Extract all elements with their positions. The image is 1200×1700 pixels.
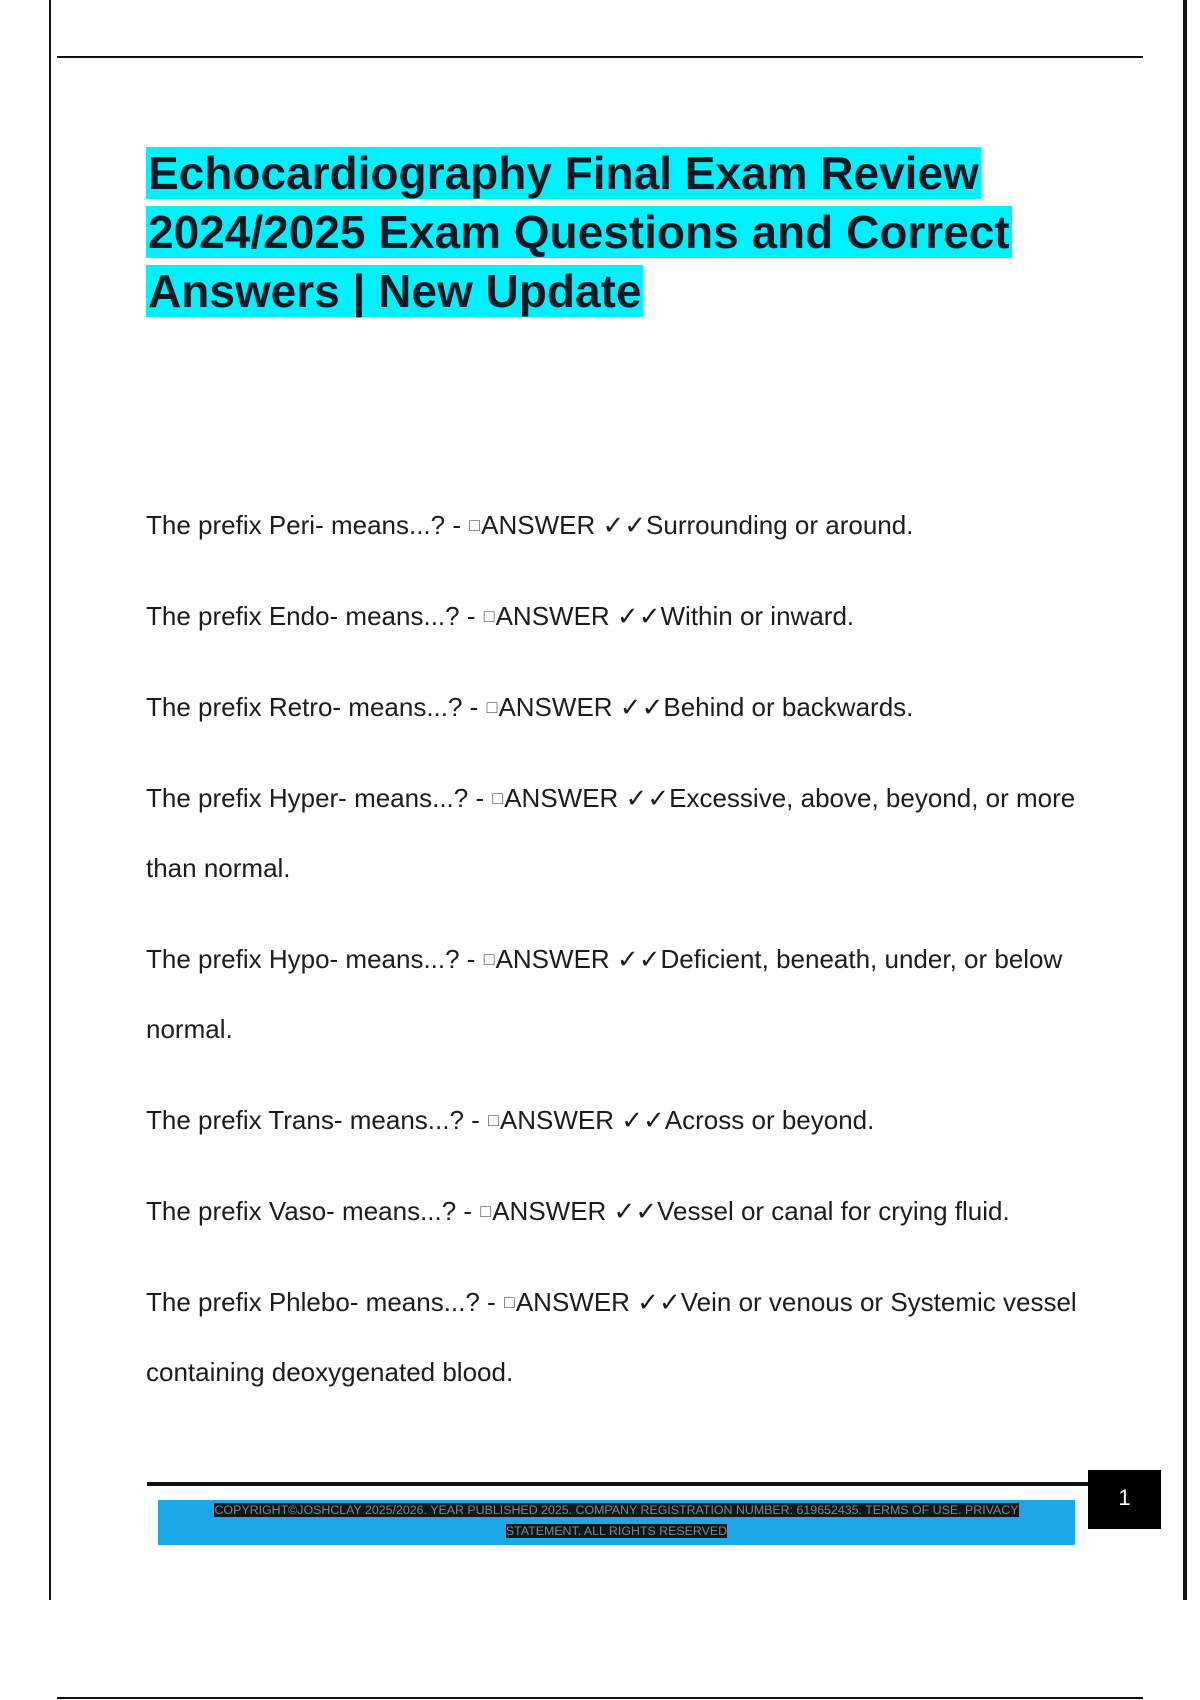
- qa-item: [146, 490, 1096, 560]
- page-border-right: [1183, 0, 1187, 1600]
- title-line: Echocardiography Final Exam Review: [148, 147, 979, 199]
- question-text: The prefix Phlebo- means...? -: [146, 1287, 503, 1317]
- header-rule: [57, 56, 1143, 58]
- answer-text: ANSWER ✓✓Vein or venous or Systemic vessel containing deoxygenated blood.: [146, 1287, 1077, 1387]
- checkbox-glyph-icon: □: [486, 697, 498, 717]
- qa-item: [146, 1176, 1096, 1246]
- question-text: The prefix Peri- means...? -: [146, 510, 469, 540]
- question-text: The prefix Retro- means...? -: [146, 692, 486, 722]
- qa-item: [146, 1085, 1096, 1155]
- title-line: Answers | New Update: [148, 265, 642, 317]
- copyright-line: STATEMENT. ALL RIGHTS RESERVED: [505, 1524, 728, 1538]
- question-text: The prefix Vaso- means...? -: [146, 1196, 480, 1226]
- checkbox-glyph-icon: □: [483, 606, 495, 626]
- checkbox-glyph-icon: □: [483, 949, 495, 969]
- checkbox-glyph-icon: □: [503, 1292, 515, 1312]
- footer-rule: [147, 1482, 1092, 1486]
- checkbox-glyph-icon: □: [488, 1110, 499, 1130]
- qa-item: [146, 1267, 1096, 1407]
- copyright-line: COPYRIGHT©JOSHCLAY 2025/2026. YEAR PUBLISHED 2025. COMPANY REGISTRATION NUMBER: 619652435. TERMS OF USE. PRIVACY: [214, 1503, 1019, 1517]
- answer-text: ANSWER ✓✓Vessel or canal for crying fluid.: [492, 1196, 1010, 1226]
- page-number: 1: [1088, 1470, 1161, 1529]
- answer-text: ANSWER ✓✓Within or inward.: [495, 601, 855, 631]
- answer-text: ANSWER ✓✓Deficient, beneath, under, or below normal.: [146, 944, 1063, 1044]
- answer-text: ANSWER ✓✓Surrounding or around.: [481, 510, 914, 540]
- qa-item: [146, 581, 1096, 651]
- checkbox-glyph-icon: □: [492, 788, 504, 808]
- answer-text: ANSWER ✓✓Behind or backwards.: [498, 692, 914, 722]
- qa-item: [146, 763, 1096, 903]
- qa-item: [146, 924, 1096, 1064]
- copyright-banner: [158, 1500, 1075, 1545]
- answer-text: ANSWER ✓✓Across or beyond.: [499, 1105, 875, 1135]
- question-text: The prefix Hypo- means...? -: [146, 944, 483, 974]
- checkbox-glyph-icon: □: [469, 515, 481, 535]
- question-text: The prefix Hyper- means...? -: [146, 783, 492, 813]
- document-title: [146, 144, 1146, 321]
- question-text: The prefix Trans- means...? -: [146, 1105, 488, 1135]
- checkbox-glyph-icon: □: [480, 1201, 492, 1221]
- answer-text: ANSWER ✓✓Excessive, above, beyond, or more than normal.: [146, 783, 1076, 883]
- next-page-rule: [57, 1697, 1143, 1699]
- question-text: The prefix Endo- means...? -: [146, 601, 483, 631]
- title-line: 2024/2025 Exam Questions and Correct: [148, 206, 1010, 258]
- qa-item: [146, 672, 1096, 742]
- page-border-left: [49, 0, 51, 1600]
- qa-list: [146, 490, 1096, 1428]
